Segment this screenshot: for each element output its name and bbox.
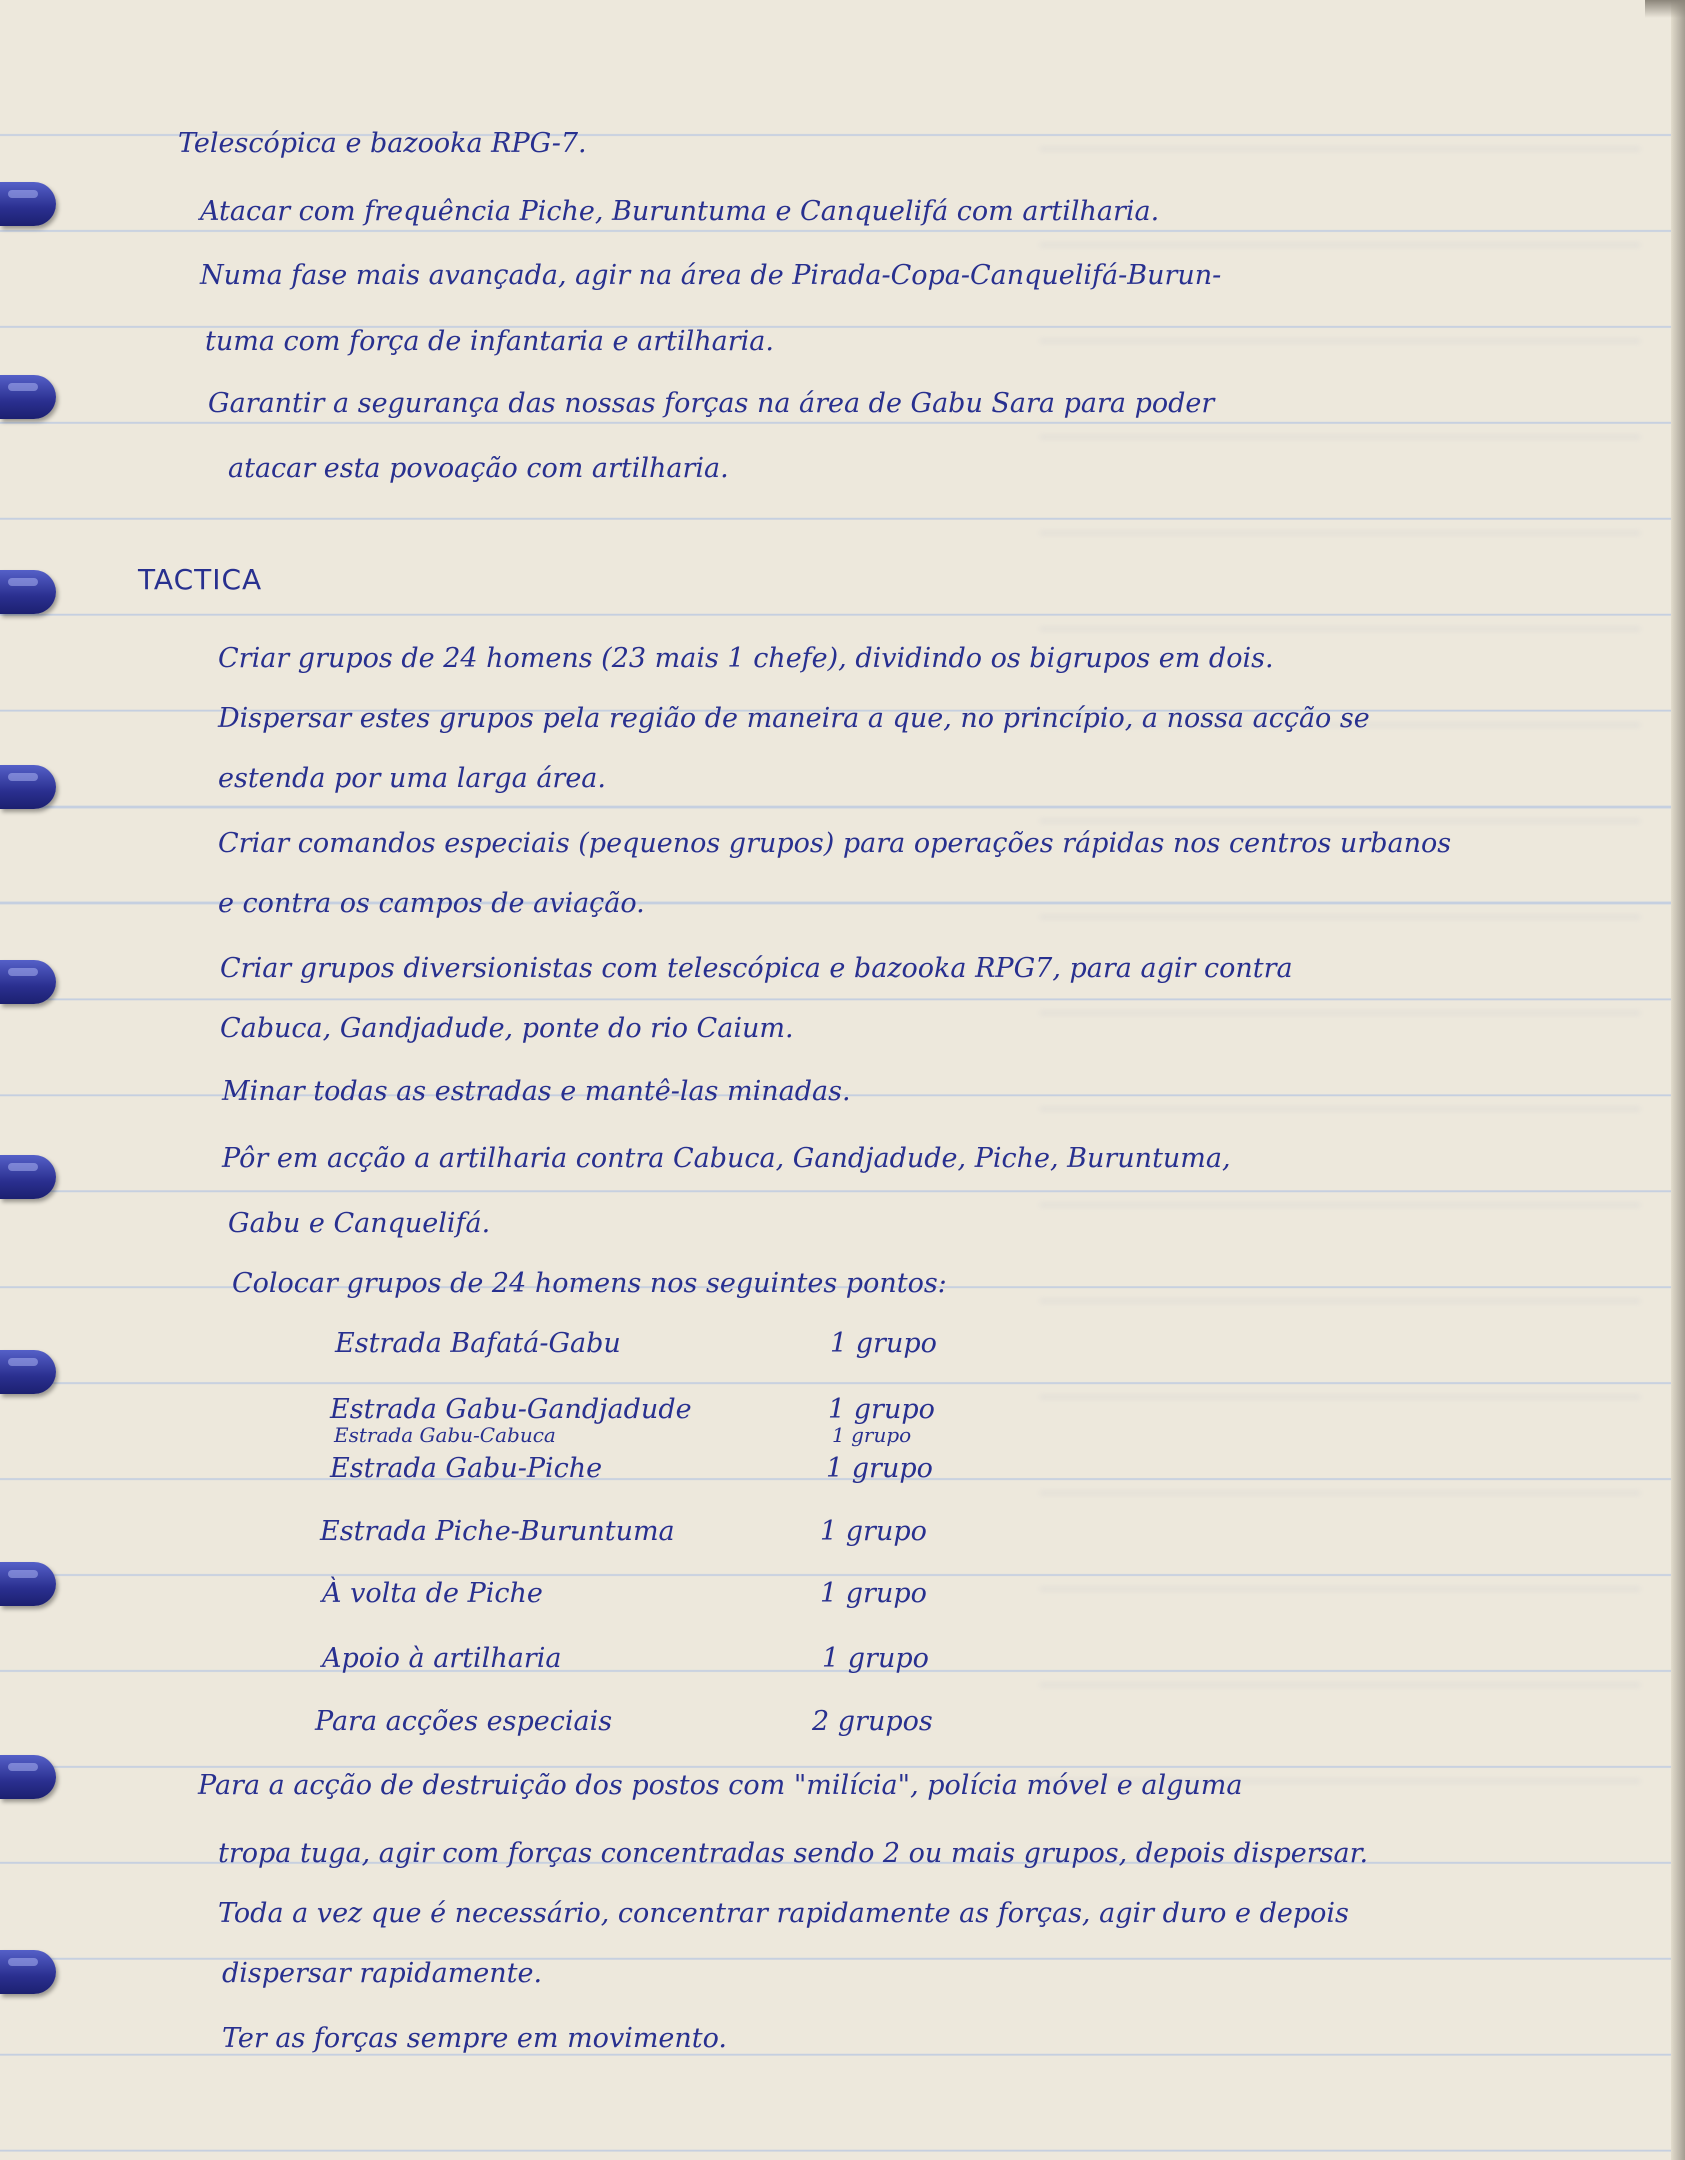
intro-line: tuma com força de infantaria e artilharia. [205,326,774,357]
deployment-place: Estrada Bafatá-Gabu [335,1328,621,1359]
spiral-ring [0,1950,56,1994]
intro-line: Numa fase mais avançada, agir na área de Pirada-Copa-Canquelifá-Burun- [200,260,1222,291]
deployment-count: 1 grupo [826,1453,933,1484]
deployment-place: À volta de Piche [322,1578,543,1609]
deployment-place: Estrada Gabu-Cabuca [334,1423,556,1447]
deployment-count: 1 grupo [820,1578,927,1609]
section-heading: TACTICA [138,563,263,596]
spiral-ring [0,182,56,226]
closing-line: Toda a vez que é necessário, concentrar rapidamente as forças, agir duro e depois [218,1898,1349,1929]
tactic-line: Criar grupos diversionistas com telescópica e bazooka RPG7, para agir contra [220,953,1293,984]
closing-line: Ter as forças sempre em movimento. [222,2023,728,2054]
deployment-place: Apoio à artilharia [322,1643,562,1674]
tactic-line: Criar comandos especiais (pequenos grupos) para operações rápidas nos centros urbanos [218,828,1452,859]
tactic-line: Minar todas as estradas e mantê-las minadas. [222,1076,851,1107]
deployment-place: Estrada Gabu-Gandjadude [330,1394,692,1425]
deployment-place: Para acções especiais [315,1706,613,1737]
intro-line: atacar esta povoação com artilharia. [228,453,729,484]
corner-shadow [1645,0,1685,18]
deployment-count: 1 grupo [830,1328,937,1359]
spiral-ring [0,765,56,809]
spiral-ring [0,1562,56,1606]
spiral-ring [0,570,56,614]
tactic-line: Criar grupos de 24 homens (23 mais 1 chefe), dividindo os bigrupos em dois. [218,643,1274,674]
tactic-line: Pôr em acção a artilharia contra Cabuca, Gandjadude, Piche, Buruntuma, [222,1143,1231,1174]
deployment-place: Estrada Gabu-Piche [330,1453,603,1484]
deployment-count: 1 grupo [820,1516,927,1547]
page-edge [1671,0,1685,2160]
intro-line: Atacar com frequência Piche, Buruntuma e Canquelifá com artilharia. [200,196,1160,227]
tactic-line: e contra os campos de aviação. [218,888,645,919]
spiral-ring [0,375,56,419]
spiral-ring [0,1155,56,1199]
intro-line: Telescópica e bazooka RPG-7. [178,128,587,159]
deployment-count: 1 grupo [822,1643,929,1674]
intro-line: Garantir a segurança das nossas forças na área de Gabu Sara para poder [208,388,1215,419]
closing-line: Para a acção de destruição dos postos com "milícia", polícia móvel e alguma [198,1770,1243,1801]
closing-line: tropa tuga, agir com forças concentradas sendo 2 ou mais grupos, depois dispersar. [218,1838,1369,1869]
spiral-ring [0,1755,56,1799]
deployment-place: Estrada Piche-Buruntuma [320,1516,675,1547]
tactic-line: Colocar grupos de 24 homens nos seguintes pontos: [232,1268,947,1299]
closing-line: dispersar rapidamente. [222,1958,543,1989]
spiral-ring [0,1350,56,1394]
tactic-line: Gabu e Canquelifá. [228,1208,491,1239]
tactic-line: estenda por uma larga área. [218,763,606,794]
tactic-line: Dispersar estes grupos pela região de maneira a que, no princípio, a nossa acção se [218,703,1370,734]
deployment-count: 1 grupo [832,1423,912,1447]
deployment-count: 1 grupo [828,1394,935,1425]
tactic-line: Cabuca, Gandjadude, ponte do rio Caium. [220,1013,794,1044]
deployment-count: 2 grupos [812,1706,933,1737]
spiral-ring [0,960,56,1004]
